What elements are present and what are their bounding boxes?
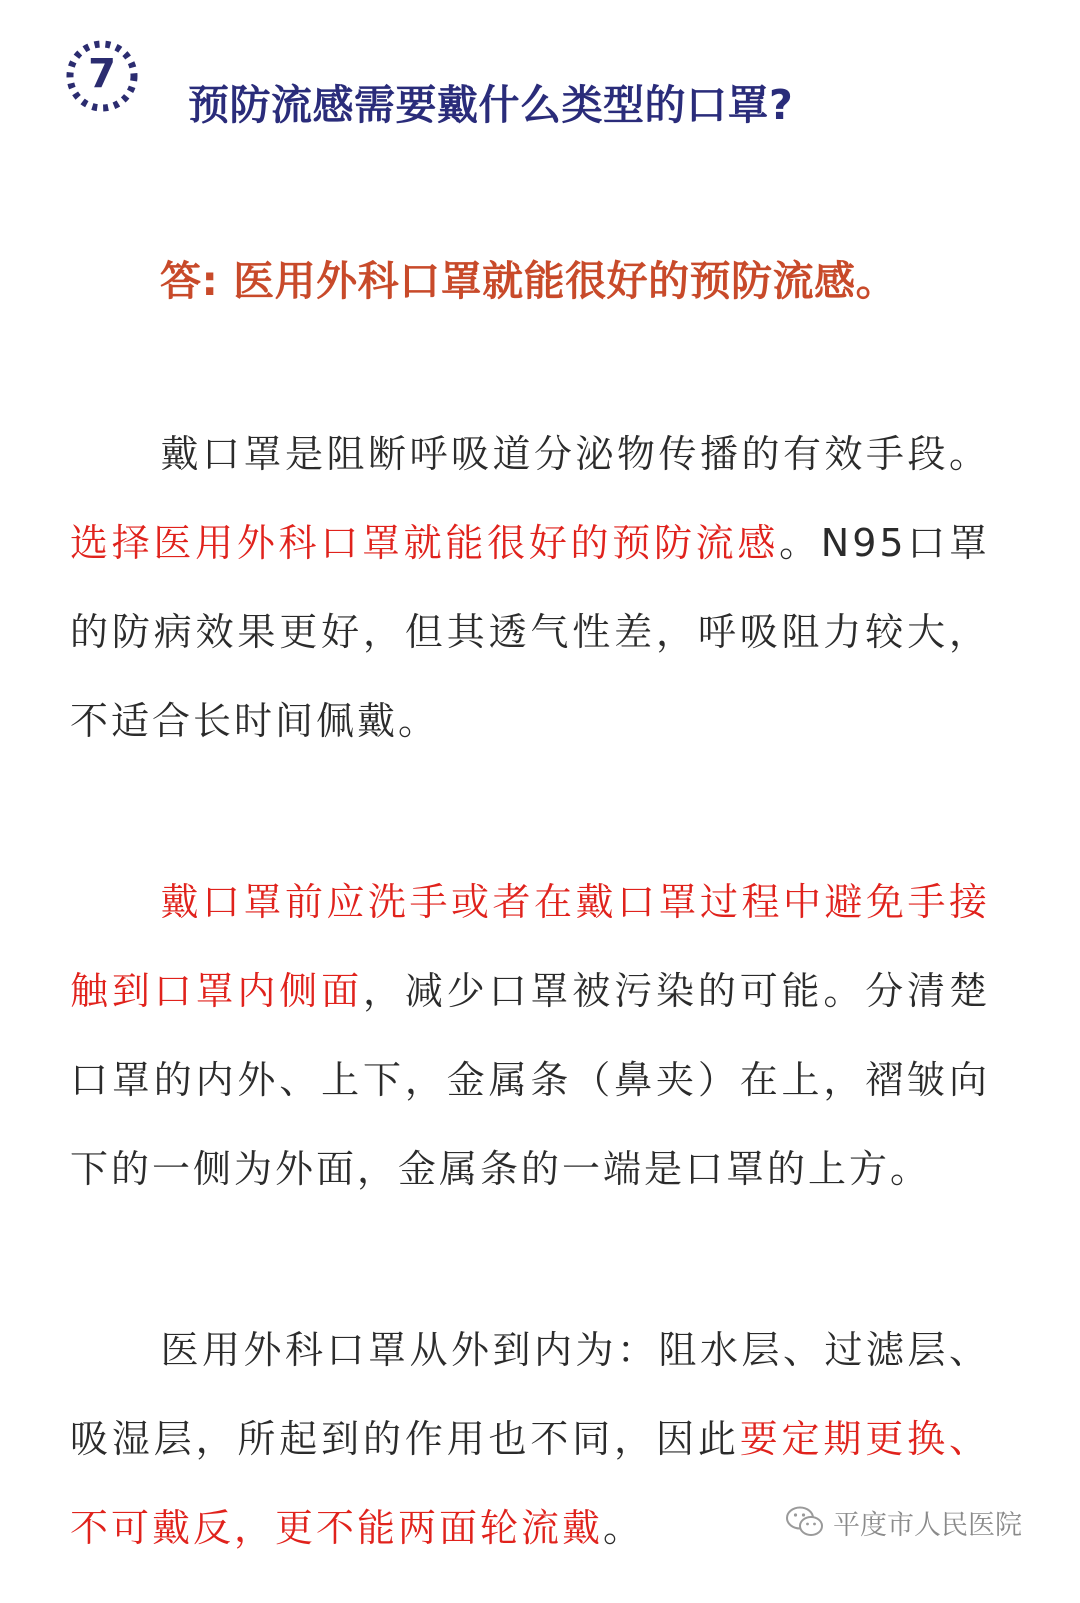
badge-number: 7	[88, 51, 116, 97]
p3-highlight: 要定期更换、不可戴反，更不能两面轮流戴	[70, 1417, 990, 1550]
p3-sentence-1: 医用外科口罩从外到内为：阻水层、过滤层、吸湿层，所起到的作用也不同，因此	[70, 1328, 990, 1461]
p2-highlight: 戴口罩前应洗手或者在戴口罩过程中避免手接触到口罩内侧面	[70, 880, 990, 1013]
wechat-icon	[785, 1504, 825, 1540]
p1-sentence-1: 戴口罩是阻断呼吸道分泌物传播的有效手段。	[160, 432, 990, 476]
p2-sentence-2: ，减少口罩被污染的可能。分清楚口罩的内外、上下，金属条（鼻夹）在上，褶皱向下的一侧为外面，金属条的一端是口罩的上方。	[70, 969, 990, 1191]
paragraph-1	[70, 410, 990, 766]
question-title: 预防流感需要戴什么类型的口罩?	[188, 81, 794, 129]
watermark-text: 平度市人民医院	[833, 1509, 1022, 1541]
answer-line: 答: 医用外科口罩就能很好的预防流感。	[160, 257, 898, 305]
p1-highlight: 选择医用外科口罩就能很好的预防流感	[70, 521, 780, 565]
paragraph-2	[70, 858, 990, 1214]
p3-sentence-3: 。	[603, 1506, 645, 1550]
p1-sentence-3: 。N95口罩的防病效果更好，但其透气性差，呼吸阻力较大，不适合长时间佩戴。	[70, 521, 990, 743]
source-watermark	[785, 1500, 1022, 1544]
number-badge	[64, 38, 140, 114]
